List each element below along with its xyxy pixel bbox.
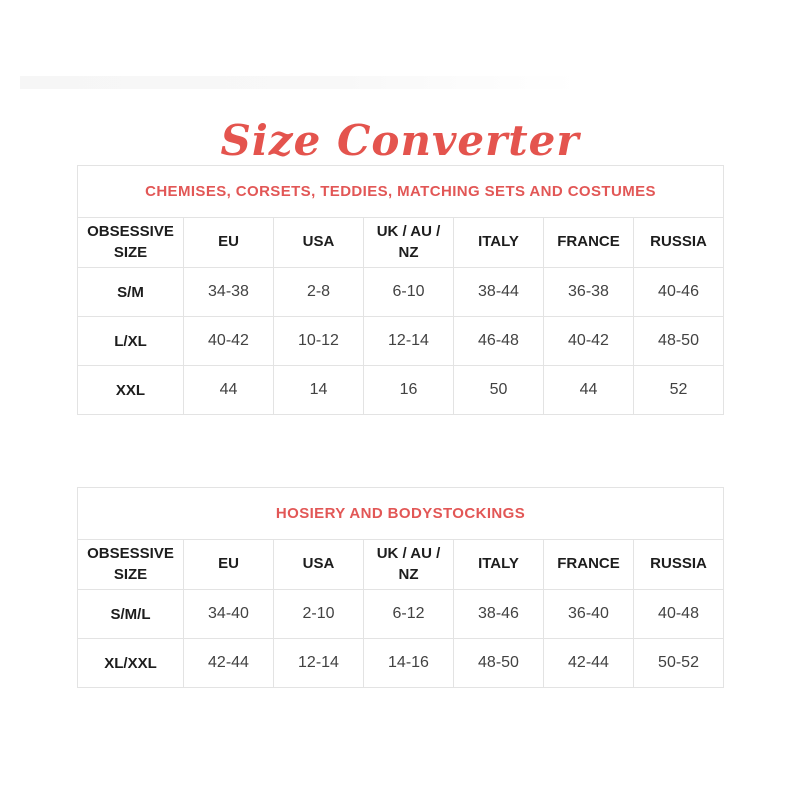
size-value-cell: 34-40 — [184, 590, 274, 639]
size-value-cell: 2-10 — [274, 590, 364, 639]
size-value-cell: 10-12 — [274, 317, 364, 366]
column-header: OBSESSIVE SIZE — [78, 218, 184, 268]
column-header: FRANCE — [544, 218, 634, 268]
table-row — [78, 268, 724, 317]
row-size-label: XXL — [78, 366, 184, 415]
column-header: RUSSIA — [634, 540, 724, 590]
table-caption-row — [78, 488, 724, 540]
table-header-row — [78, 218, 724, 268]
size-value-cell: 16 — [364, 366, 454, 415]
table-caption-row — [78, 166, 724, 218]
column-header: FRANCE — [544, 540, 634, 590]
size-value-cell: 14-16 — [364, 639, 454, 688]
column-header: UK / AU / NZ — [364, 218, 454, 268]
row-size-label: S/M — [78, 268, 184, 317]
size-value-cell: 50-52 — [634, 639, 724, 688]
size-value-cell: 44 — [544, 366, 634, 415]
table-row — [78, 590, 724, 639]
size-value-cell: 2-8 — [274, 268, 364, 317]
size-value-cell: 48-50 — [634, 317, 724, 366]
row-size-label: XL/XXL — [78, 639, 184, 688]
size-value-cell: 6-10 — [364, 268, 454, 317]
column-header: ITALY — [454, 540, 544, 590]
table-header-row — [78, 540, 724, 590]
size-value-cell: 50 — [454, 366, 544, 415]
size-value-cell: 42-44 — [184, 639, 274, 688]
column-header: EU — [184, 540, 274, 590]
header-shadow — [20, 76, 580, 89]
size-value-cell: 40-48 — [634, 590, 724, 639]
column-header: USA — [274, 540, 364, 590]
row-size-label: S/M/L — [78, 590, 184, 639]
size-value-cell: 36-38 — [544, 268, 634, 317]
size-value-cell: 40-46 — [634, 268, 724, 317]
size-table-hosiery — [77, 487, 724, 688]
size-value-cell: 12-14 — [364, 317, 454, 366]
table-caption: HOSIERY AND BODYSTOCKINGS — [78, 488, 724, 540]
row-size-label: L/XL — [78, 317, 184, 366]
size-value-cell: 38-44 — [454, 268, 544, 317]
column-header: RUSSIA — [634, 218, 724, 268]
size-value-cell: 40-42 — [184, 317, 274, 366]
size-value-cell: 12-14 — [274, 639, 364, 688]
size-table-chemises — [77, 165, 724, 415]
size-value-cell: 38-46 — [454, 590, 544, 639]
table-row — [78, 366, 724, 415]
table-caption: CHEMISES, CORSETS, TEDDIES, MATCHING SETS AND COSTUMES — [78, 166, 724, 218]
size-value-cell: 44 — [184, 366, 274, 415]
size-value-cell: 14 — [274, 366, 364, 415]
size-value-cell: 36-40 — [544, 590, 634, 639]
size-value-cell: 34-38 — [184, 268, 274, 317]
table-row — [78, 317, 724, 366]
column-header: USA — [274, 218, 364, 268]
size-value-cell: 48-50 — [454, 639, 544, 688]
size-value-cell: 42-44 — [544, 639, 634, 688]
column-header: ITALY — [454, 218, 544, 268]
page-title: Size Converter — [220, 116, 580, 166]
size-value-cell: 46-48 — [454, 317, 544, 366]
size-value-cell: 40-42 — [544, 317, 634, 366]
size-value-cell: 6-12 — [364, 590, 454, 639]
table-row — [78, 639, 724, 688]
size-value-cell: 52 — [634, 366, 724, 415]
column-header: UK / AU / NZ — [364, 540, 454, 590]
column-header: OBSESSIVE SIZE — [78, 540, 184, 590]
column-header: EU — [184, 218, 274, 268]
